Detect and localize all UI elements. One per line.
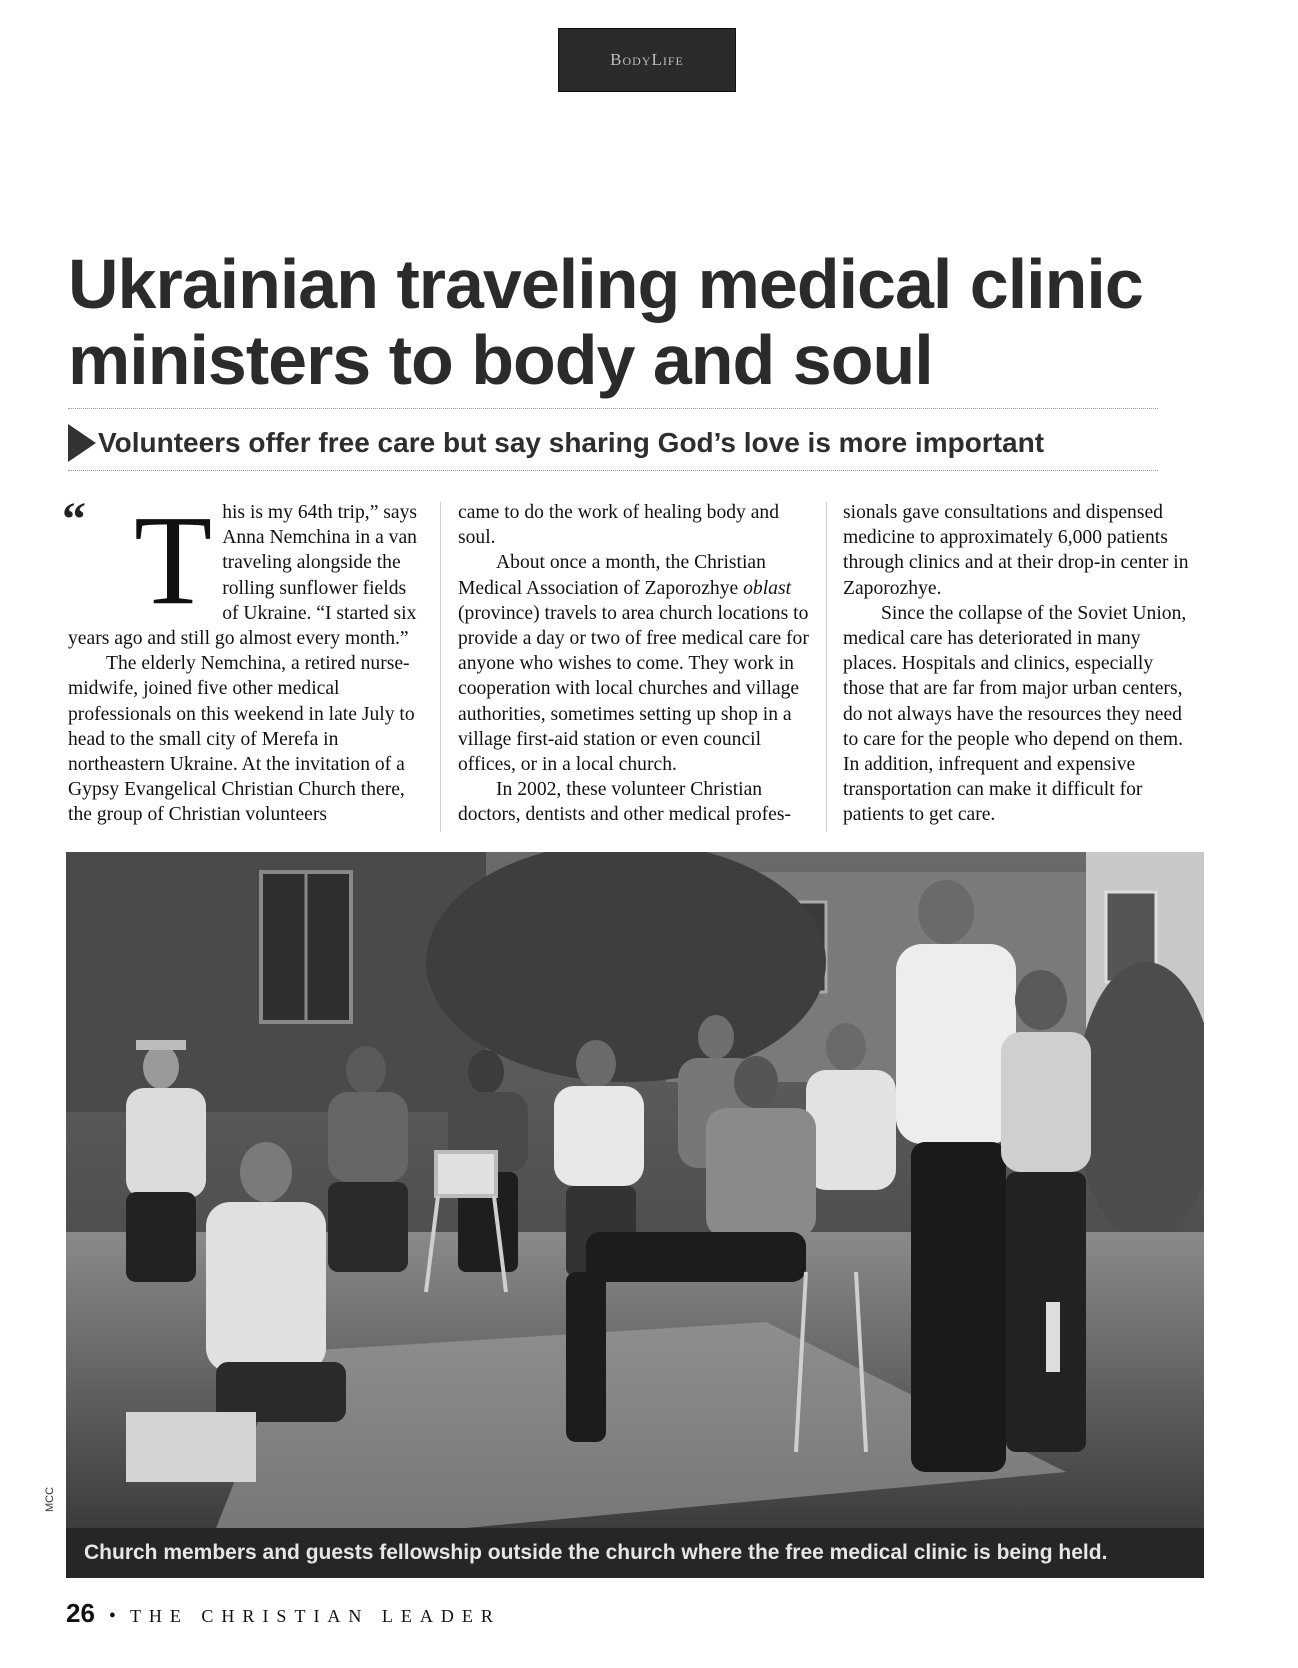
page-number: 26 [66, 1598, 95, 1628]
opening-quote-mark: “ [62, 493, 86, 546]
deck-text: Volunteers offer free care but say sharing God’s love is more important [98, 427, 1045, 458]
photo-caption [66, 1528, 1204, 1578]
column-divider [440, 502, 441, 832]
paragraph [458, 550, 810, 777]
photo-caption-text: Church members and guests fellowship outside the church where the free medical clinic is being held. [84, 1541, 1108, 1564]
paragraph: In 2002, these volunteer Christian doctors, dentists and other medical profes- [458, 779, 791, 826]
paragraph: Since the collapse of the Soviet Union, medical care has deteriorated in many places. Hospitals and clinics, especially those that are far from major urban centers, do not always have the resources they need to care for the people who depend on them. In addition, infrequent and expensive transportation can make it difficult for patients to get care. [843, 602, 1187, 826]
paragraph: came to do the work of healing body and soul. [458, 502, 780, 549]
deck-rule-top [68, 408, 1158, 409]
section-tab-label: BodyLife [610, 50, 684, 69]
folio-separator: • [108, 1605, 116, 1627]
paragraph-text: About once a month, the Christian Medical Association of Zaporozhye [458, 552, 766, 599]
column-divider [826, 502, 827, 832]
article-column-2 [458, 500, 810, 828]
paragraph: his is my 64th trip,” says Anna Nemchina in a van traveling alongside the rolling sunflower fields of Ukraine. “I started six years ago and still go almost every month.” [68, 502, 418, 650]
drop-cap: T [134, 489, 213, 631]
folio [66, 1598, 501, 1629]
paragraph: The elderly Nemchina, a retired nurse-midwife, joined five other medical professionals on this weekend in late July to head to the small city of Merefa in northeastern Ukraine. At the invitation of a Gypsy Evangelical Christian Church there, the group of Christian volunteers [68, 653, 415, 826]
triangle-arrow-icon [68, 424, 96, 462]
paragraph-text: (province) travels to area church locations to provide a day or two of free medical care for anyone who wishes to come. They work in cooperation with local churches and village authorities, sometimes setting up shop in a village first-aid station or even council offices, or in a local church. [458, 602, 809, 776]
deck-rule-bottom [68, 470, 1158, 471]
deck [68, 424, 1168, 462]
publication-name: THE CHRISTIAN LEADER [129, 1606, 501, 1626]
article-column-1 [68, 489, 420, 828]
photo-credit: MCC [44, 1486, 56, 1512]
article-column-3 [843, 500, 1195, 828]
paragraph: sionals gave consultations and dispensed medicine to approximately 6,000 patients through clinics and at their drop-in center in Zaporozhye. [843, 502, 1189, 599]
headline: Ukrainian traveling medical clinic ministers to body and soul [68, 245, 1143, 399]
article-photo [66, 852, 1204, 1528]
italic-term: oblast [743, 577, 792, 599]
section-tab [558, 28, 736, 92]
photo-illustration [66, 852, 1204, 1528]
